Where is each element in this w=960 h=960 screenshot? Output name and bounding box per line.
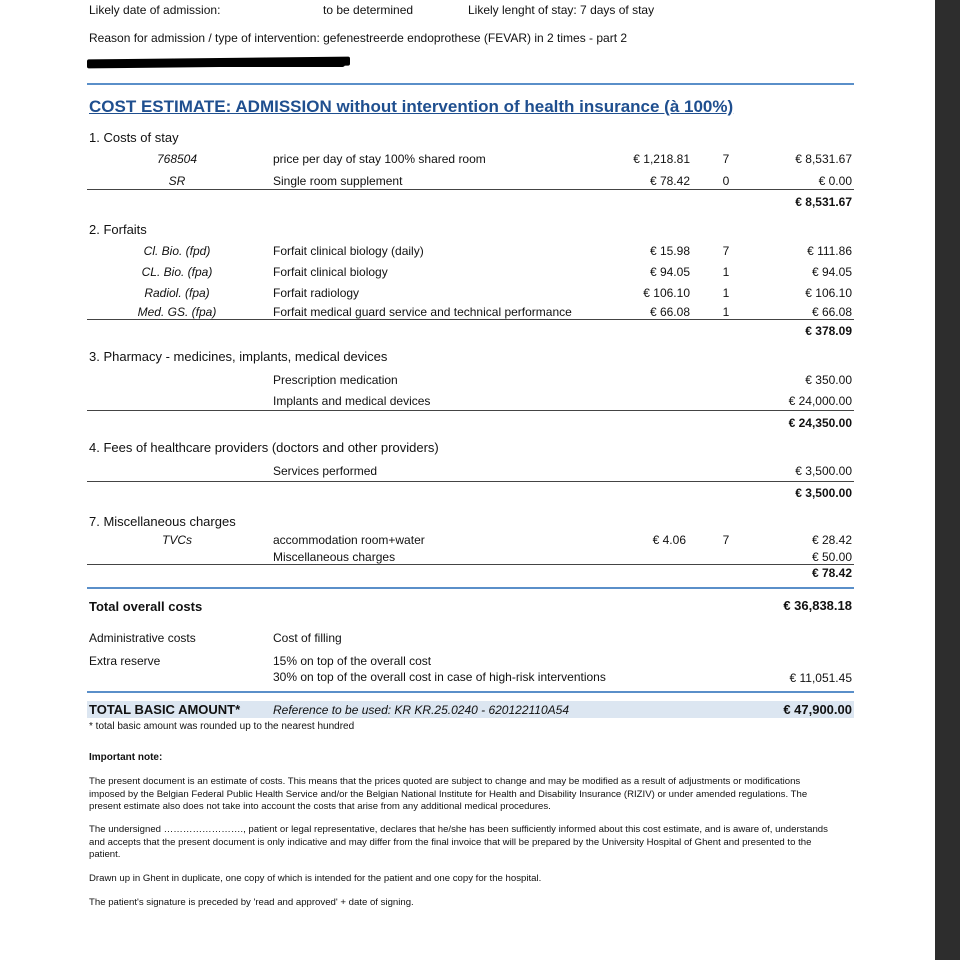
section-heading-forfaits: 2. Forfaits (89, 222, 147, 237)
subtotal: € 3,500.00 (795, 486, 852, 500)
footnote: * total basic amount was rounded up to the nearest hundred (89, 721, 355, 732)
row-quantity: 7 (722, 152, 730, 166)
redaction-mark (95, 62, 345, 67)
row-description: Services performed (273, 464, 378, 478)
page-title: COST ESTIMATE: ADMISSION without intervention of health insurance (à 100%) (89, 97, 734, 116)
note-paragraph: The undersigned ……………………., patient or legal representative, declares that he/she has been sufficiently informed about this cost estimate, and is aware of, understands and accepts that the present document is only indicative and may differ from the final invoice that will be prepared by the University Hospital of Ghent and presented to the patient. (89, 824, 828, 860)
total-overall-label: Total overall costs (89, 599, 203, 614)
row-description: Prescription medication (273, 373, 398, 387)
row-description: accommodation room+water (273, 533, 425, 547)
length-of-stay: Likely lenght of stay: 7 days of stay (468, 3, 655, 17)
row-description: Miscellaneous charges (273, 550, 396, 564)
row-description: Forfait radiology (273, 286, 360, 300)
extra-reserve-desc: 15% on top of the overall cost (273, 654, 432, 668)
extra-reserve-value: € 11,051.45 (789, 671, 852, 685)
section-heading-fees: 4. Fees of healthcare providers (doctors and other providers) (89, 440, 439, 455)
note-paragraph: The present document is an estimate of costs. This means that the prices quoted are subject to change and may be modified as a result of adjustments or modifications imposed by the Belgian Federal Public Health Service and/or the Belgian National Institute for Health and Disability Insurance (RIZIV) or under amended regulations. The present estimate also does not take into account the costs that arise from any additional medical procedures. (89, 776, 808, 812)
admission-date-value: to be determined (323, 3, 414, 17)
section-heading-pharmacy: 3. Pharmacy - medicines, implants, medical devices (89, 349, 388, 364)
row-amount: € 28.42 (811, 533, 852, 547)
extra-reserve-desc: 30% on top of the overall cost in case of high-risk interventions (273, 670, 606, 684)
divider (87, 319, 854, 320)
row-quantity: 7 (722, 533, 730, 547)
subtotal: € 8,531.67 (795, 195, 852, 209)
divider (87, 564, 854, 565)
row-unit-price: € 4.06 (652, 533, 686, 547)
row-description: Forfait medical guard service and technical performance (273, 305, 572, 319)
divider (87, 410, 854, 411)
admin-costs-label: Administrative costs (89, 631, 196, 645)
row-quantity: 7 (722, 244, 730, 258)
note-paragraph: The patient's signature is preceded by 'read and approved' + date of signing. (89, 897, 414, 908)
row-quantity: 1 (722, 305, 730, 319)
total-basic-value: € 47,900.00 (783, 702, 852, 717)
row-amount: € 8,531.67 (795, 152, 852, 166)
section-heading-misc: 7. Miscellaneous charges (89, 514, 236, 529)
row-quantity: 1 (722, 265, 730, 279)
total-basic-label: TOTAL BASIC AMOUNT* (89, 702, 241, 717)
row-amount: € 50.00 (811, 550, 852, 564)
row-quantity: 0 (722, 174, 730, 188)
row-amount: € 3,500.00 (795, 464, 852, 478)
row-amount: € 24,000.00 (788, 394, 852, 408)
divider (87, 481, 854, 482)
row-unit-price: € 94.05 (649, 265, 690, 279)
subtotal: € 378.09 (805, 324, 852, 338)
divider (87, 691, 854, 693)
row-unit-price: € 78.42 (649, 174, 690, 188)
row-unit-price: € 66.08 (649, 305, 690, 319)
row-code: 768504 (156, 152, 198, 166)
row-code: TVCs (162, 533, 192, 547)
row-code: Cl. Bio. (fpd) (143, 244, 211, 258)
note-paragraph: Drawn up in Ghent in duplicate, one copy of which is intended for the patient and one copy for the hospital. (89, 873, 542, 884)
row-amount: € 106.10 (805, 286, 852, 300)
section-heading-stay: 1. Costs of stay (89, 130, 179, 145)
subtotal: € 78.42 (811, 566, 852, 580)
row-amount: € 111.86 (807, 244, 852, 258)
row-description: Single room supplement (273, 174, 403, 188)
reason-for-admission: Reason for admission / type of intervention: gefenestreerde endoprothese (FEVAR) in 2 times - part 2 (89, 31, 628, 45)
row-unit-price: € 106.10 (643, 286, 690, 300)
divider (87, 83, 854, 85)
row-amount: € 350.00 (805, 373, 852, 387)
row-code: Radiol. (fpa) (144, 286, 210, 300)
row-code: Med. GS. (fpa) (137, 305, 217, 319)
row-description: Forfait clinical biology (daily) (273, 244, 424, 258)
row-code: CL. Bio. (fpa) (141, 265, 213, 279)
admin-costs-desc: Cost of filling (273, 631, 342, 645)
total-overall-value: € 36,838.18 (783, 598, 852, 613)
row-amount: € 0.00 (818, 174, 852, 188)
row-description: Implants and medical devices (273, 394, 431, 408)
divider (87, 189, 854, 190)
row-amount: € 94.05 (811, 265, 852, 279)
row-code: SR (168, 174, 186, 188)
row-quantity: 1 (722, 286, 730, 300)
admission-date-label: Likely date of admission: (89, 3, 221, 17)
subtotal: € 24,350.00 (788, 416, 852, 430)
viewer-side-panel (935, 0, 960, 960)
row-unit-price: € 15.98 (649, 244, 690, 258)
divider (87, 587, 854, 589)
total-basic-reference: Reference to be used: KR KR.25.0240 - 620122110A54 (273, 703, 569, 717)
important-note-heading: Important note: (89, 752, 163, 763)
row-description: price per day of stay 100% shared room (273, 152, 486, 166)
extra-reserve-label: Extra reserve (89, 654, 161, 668)
row-amount: € 66.08 (811, 305, 852, 319)
row-description: Forfait clinical biology (273, 265, 388, 279)
row-unit-price: € 1,218.81 (633, 152, 690, 166)
